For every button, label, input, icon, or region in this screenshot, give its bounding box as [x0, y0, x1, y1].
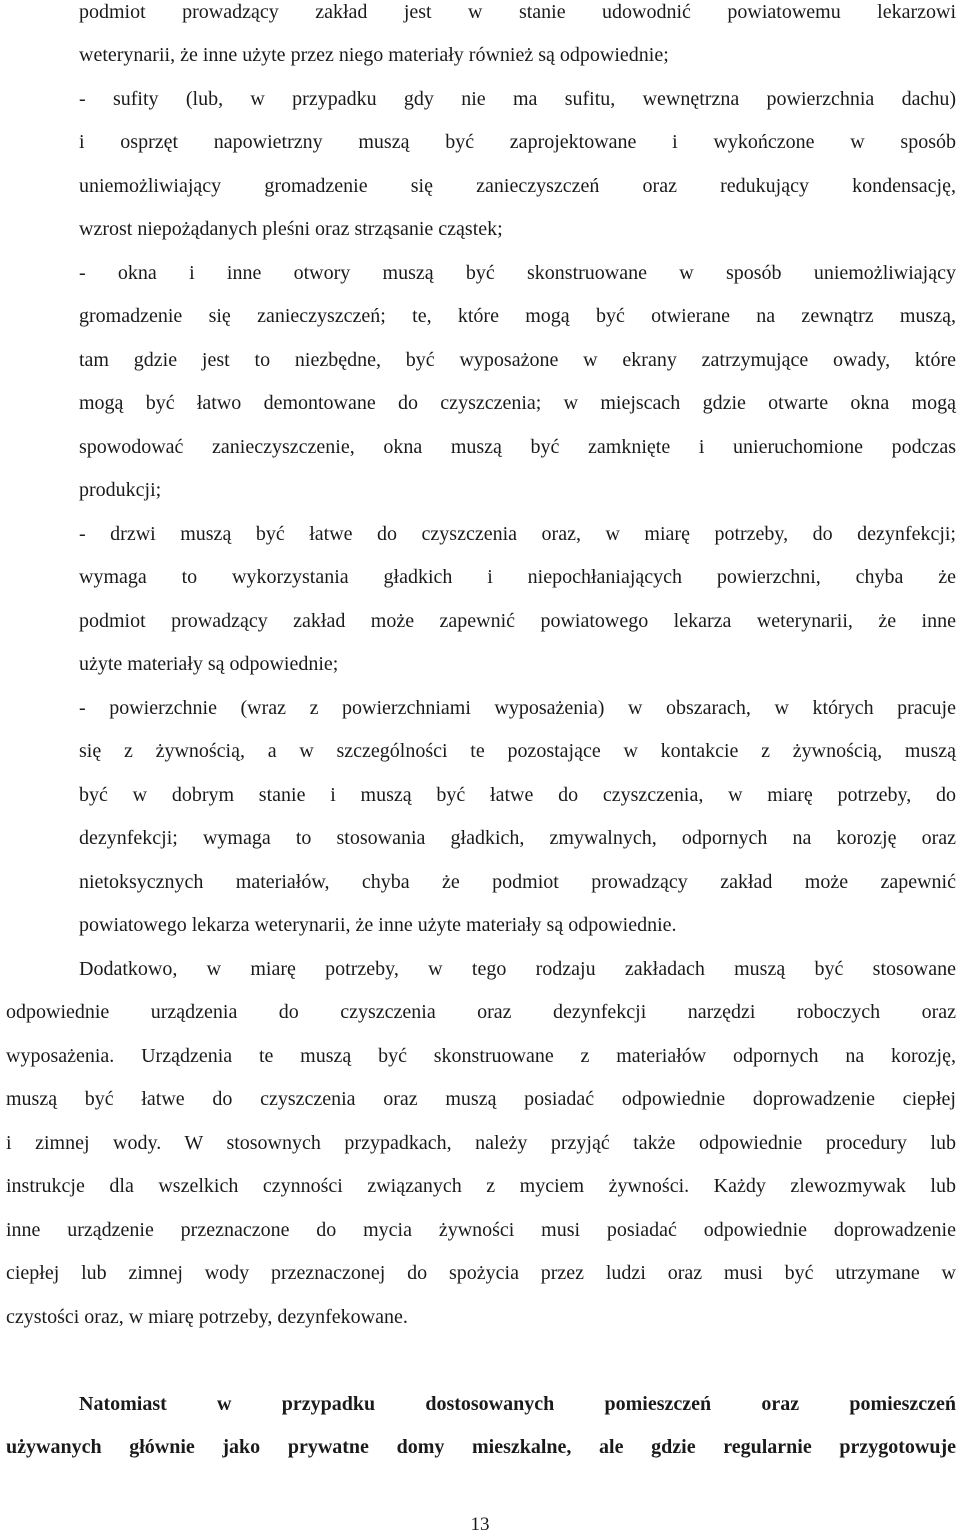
text-line: produkcji;: [79, 479, 162, 501]
text-line: być w dobrym stanie i muszą być łatwe do czyszczenia, w miarę potrzeby, do: [79, 784, 956, 806]
text-line: i osprzęt napowietrzny muszą być zaprojektowane i wykończone w sposób: [79, 131, 956, 153]
page-number: 13: [470, 1514, 490, 1535]
paragraph-natomiast: Natomiast w przypadku dostosowanych pomieszczeń oraz pomieszczeń: [79, 1393, 956, 1415]
text-line: uniemożliwiający gromadzenie się zanieczyszczeń oraz redukujący kondensację,: [79, 175, 956, 197]
text-line: muszą być łatwe do czyszczenia oraz muszą posiadać odpowiednie doprowadzenie ciepłej: [6, 1088, 956, 1110]
text-line: się z żywnością, a w szczególności te pozostające w kontakcie z żywnością, muszą: [79, 740, 956, 762]
text-line: wymaga to wykorzystania gładkich i niepochłaniających powierzchni, chyba że: [79, 566, 956, 588]
text-line: czystości oraz, w miarę potrzeby, dezynfekowane.: [6, 1306, 408, 1328]
list-item-drzwi: - drzwi muszą być łatwe do czyszczenia oraz, w miarę potrzeby, do dezynfekcji;: [79, 523, 956, 545]
text-line: nietoksycznych materiałów, chyba że podmiot prowadzący zakład może zapewnić: [79, 871, 956, 893]
text-line: wzrost niepożądanych pleśni oraz strząsanie cząstek;: [79, 218, 503, 240]
text-line: odpowiednie urządzenia do czyszczenia oraz dezynfekcji narzędzi roboczych oraz: [6, 1001, 956, 1023]
text-line: inne urządzenie przeznaczone do mycia żywności musi posiadać odpowiednie doprowadzenie: [6, 1219, 956, 1241]
text-line: podmiot prowadzący zakład jest w stanie udowodnić powiatowemu lekarzowi: [79, 1, 956, 23]
list-item-okna: - okna i inne otwory muszą być skonstruowane w sposób uniemożliwiający: [79, 262, 956, 284]
text-line: spowodować zanieczyszczenie, okna muszą być zamknięte i unieruchomione podczas: [79, 436, 956, 458]
text-line: weterynarii, że inne użyte przez niego materiały również są odpowiednie;: [79, 44, 669, 66]
text-line: gromadzenie się zanieczyszczeń; te, które mogą być otwierane na zewnątrz muszą,: [79, 305, 956, 327]
text-line: użyte materiały są odpowiednie;: [79, 653, 339, 675]
text-line: i zimnej wody. W stosownych przypadkach, należy przyjąć także odpowiednie procedury lub: [6, 1132, 956, 1154]
text-line: instrukcje dla wszelkich czynności związanych z myciem żywności. Każdy zlewozmywak lub: [6, 1175, 956, 1197]
text-line: ciepłej lub zimnej wody przeznaczonej do spożycia przez ludzi oraz musi być utrzymane w: [6, 1262, 956, 1284]
text-line: używanych głównie jako prywatne domy mieszkalne, ale gdzie regularnie przygotowuje: [6, 1436, 956, 1458]
paragraph-dodatkowo: Dodatkowo, w miarę potrzeby, w tego rodzaju zakładach muszą być stosowane: [79, 958, 956, 980]
text-line: dezynfekcji; wymaga to stosowania gładkich, zmywalnych, odpornych na korozję oraz: [79, 827, 956, 849]
text-line: podmiot prowadzący zakład może zapewnić powiatowego lekarza weterynarii, że inne: [79, 610, 956, 632]
list-item-powierzchnie: - powierzchnie (wraz z powierzchniami wyposażenia) w obszarach, w których pracuje: [79, 697, 956, 719]
text-line: tam gdzie jest to niezbędne, być wyposażone w ekrany zatrzymujące owady, które: [79, 349, 956, 371]
text-line: mogą być łatwo demontowane do czyszczenia; w miejscach gdzie otwarte okna mogą: [79, 392, 956, 414]
list-item-sufity: - sufity (lub, w przypadku gdy nie ma sufitu, wewnętrzna powierzchnia dachu): [79, 88, 956, 110]
text-line: wyposażenia. Urządzenia te muszą być skonstruowane z materiałów odpornych na korozję,: [6, 1045, 956, 1067]
text-line: powiatowego lekarza weterynarii, że inne użyte materiały są odpowiednie.: [79, 914, 677, 936]
